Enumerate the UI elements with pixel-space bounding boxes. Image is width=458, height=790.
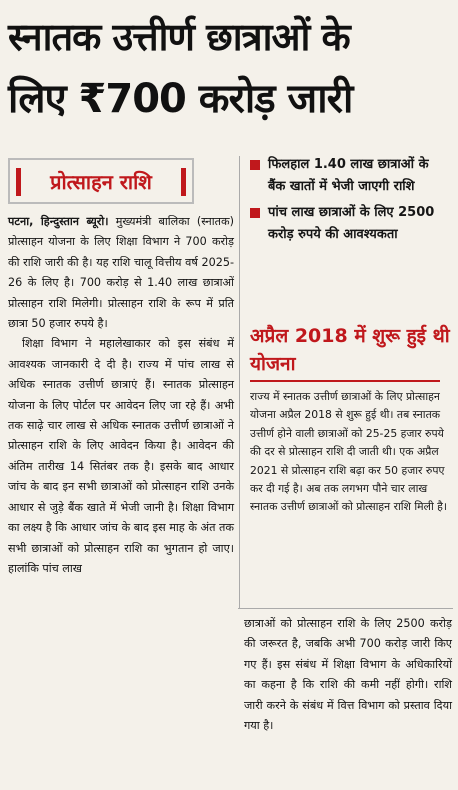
article-para-1-text: मुख्यमंत्री बालिका (स्नातक) प्रोत्साहन योजना के लिए शिक्षा विभाग ने 700 करोड़ की राशि जारी की है। यह राशि चालू वित्तीय वर्ष 2025-26 के लिए है। 700 करोड़ से 1.40 लाख छात्राओं प्रोत्साहन राशि मिलेगी। प्रोत्साहन राशि के रूप में प्रति छात्रा 50 हजार रुपये है। [8,215,235,331]
headline-line-2: लिए ₹700 करोड़ जारी [8,76,353,122]
highlights [250,154,450,250]
article-left-column [8,212,234,579]
sidebar-heading-rule [250,380,440,382]
column-divider [239,156,240,608]
highlight-text: पांच लाख छात्राओं के लिए 2500 करोड़ रुपये की आवश्यकता [268,205,435,242]
article-continuation [244,614,452,736]
highlight-item [250,202,450,246]
sidebar-body: राज्य में स्नातक उत्तीर्ण छात्राओं के लिए प्रोत्साहन योजना अप्रैल 2018 से शुरू हुई थी। तब स्नातक उत्तीर्ण होने वाली छात्राओं को 25-25 हजार रुपये की दर से प्रोत्साहन राशि दी जाती थी। एक अप्रैल 2021 से प्रोत्साहन राशि बढ़ा कर 50 हजार रुपए कर दी गई है। अब तक लगभग पौने चार लाख स्नातक उत्तीर्ण छात्राओं को प्रोत्साहन राशि मिली है। [250,390,447,514]
square-bullet-icon [250,160,260,170]
dateline: पटना, हिन्दुस्तान ब्यूरो। [8,215,109,228]
label-right-bar [181,168,186,196]
sidebar-heading: अप्रैल 2018 में शुरू हुई थी योजना [250,325,450,375]
sidebar-bottom-rule [238,608,453,609]
article-para-1 [8,212,234,334]
highlight-text: फिलहाल 1.40 लाख छात्राओं के बैंक खातों में भेजी जाएगी राशि [268,157,429,194]
sidebar-box [250,322,450,517]
headline [8,6,452,130]
headline-line-1: स्नातक उत्तीर्ण छात्राओं के [8,15,350,59]
square-bullet-icon [250,208,260,218]
section-label [8,158,194,204]
highlight-item [250,154,450,198]
continuation-text: छात्राओं को प्रोत्साहन राशि के लिए 2500 करोड़ की जरूरत है, जबकि अभी 700 करोड़ जारी किए गए हैं। इस संबंध में शिक्षा विभाग के अधिकारियों का कहना है कि राशि की कमी नहीं होगी। राशि जारी करने के संबंध में वित्त विभाग को प्रस्ताव दिया गया है। [244,617,452,733]
label-left-bar [16,168,21,196]
article-para-2: शिक्षा विभाग ने महालेखाकार को इस संबंध में आवश्यक जानकारी दे दी है। राज्य में पांच लाख से अधिक स्नातक उत्तीर्ण छात्राएं हैं। स्नातक प्रोत्साहन योजना के लिए पोर्टल पर आवेदन लिए जा रहे हैं। अभी तक साढ़े चार लाख से अधिक स्नातक उत्तीर्ण छात्राओं ने प्रोत्साहन राशि के लिए आवेदन किया है। आवेदन की अंतिम तारीख 14 सितंबर तक है। इसके बाद आधार जांच के बाद इन सभी छात्राओं को प्रोत्साहन राशि उनके आधार से जुड़े बैंक खाते में भेजी जानी है। शिक्षा विभाग का लक्ष्य है कि आधार जांच के बाद इस माह के अंत तक सभी छात्राओं को प्रोत्साहन राशि का भुगतान हो जाए। हालांकि पांच लाख [8,337,234,575]
section-label-text: प्रोत्साहन राशि [50,169,152,194]
